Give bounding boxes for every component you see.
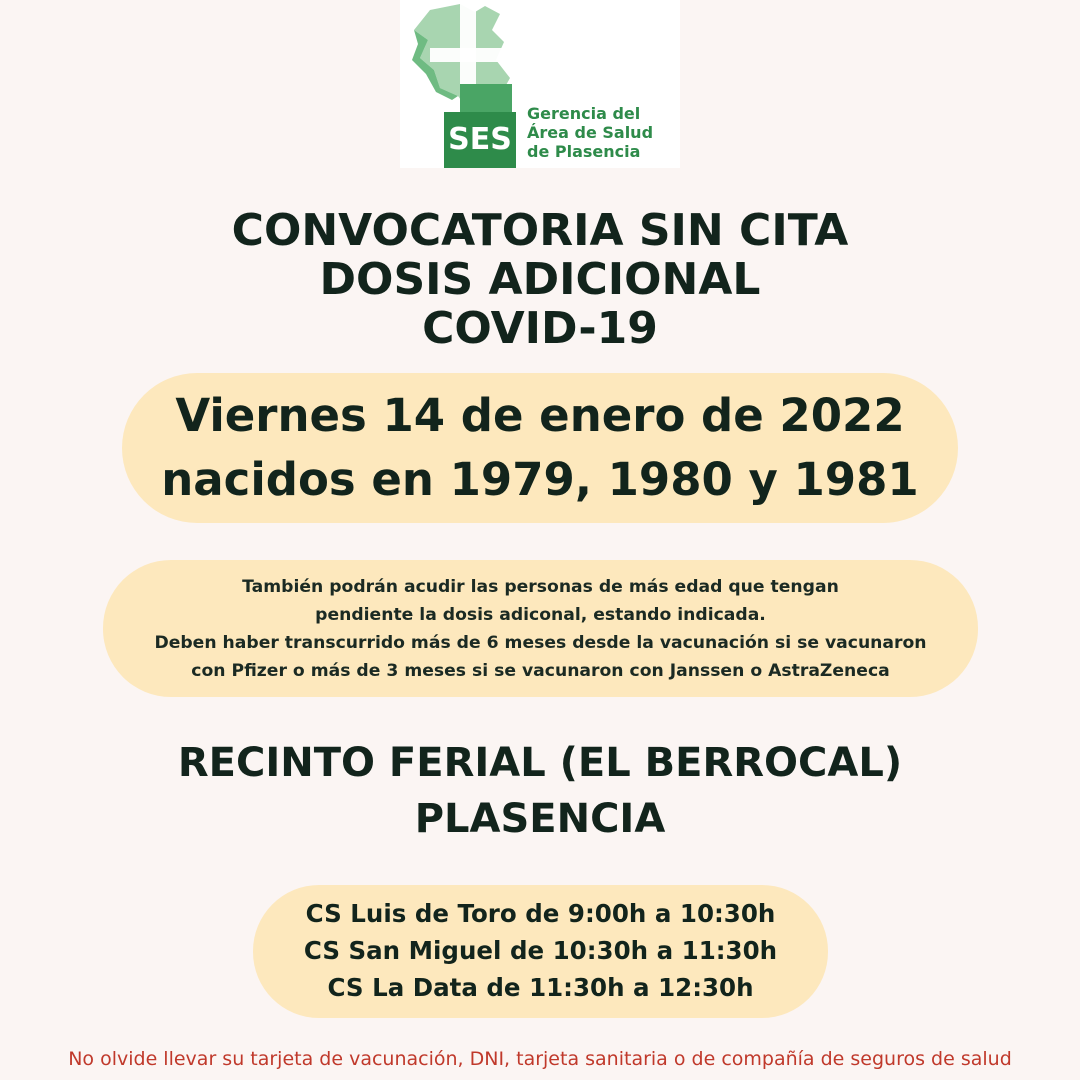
info-line-2: pendiente la dosis adiconal, estando indicada.: [315, 605, 766, 625]
footer-note: No olvide llevar su tarjeta de vacunación, DNI, tarjeta sanitaria o de compañía de seguros de salud: [68, 1048, 1012, 1070]
schedule-item: CS San Miguel de 10:30h a 11:30h: [303, 936, 778, 965]
venue-line-2: PLASENCIA: [414, 796, 666, 842]
schedule-item: CS Luis de Toro de 9:00h a 10:30h: [305, 899, 776, 928]
date-block: [122, 384, 958, 512]
info-block: [103, 573, 978, 685]
date-line: Viernes 14 de enero de 2022: [175, 389, 905, 442]
info-line-1: También podrán acudir las personas de más edad que tengan: [242, 577, 839, 597]
title-line-2: DOSIS ADICIONAL: [319, 254, 761, 305]
venue-line-1: RECINTO FERIAL (EL BERROCAL): [177, 740, 903, 786]
info-line-4: con Pfizer o más de 3 meses si se vacunaron con Janssen o AstraZeneca: [191, 661, 890, 681]
schedule: [253, 895, 828, 1006]
info-line-3: Deben haber transcurrido más de 6 meses desde la vacunación si se vacunaron: [154, 633, 927, 653]
logo-line-2: Área de Salud: [527, 123, 654, 142]
venue: [0, 735, 1080, 847]
schedule-item: CS La Data de 11:30h a 12:30h: [327, 973, 754, 1002]
logo-line-1: Gerencia del: [527, 104, 641, 123]
title-line-1: CONVOCATORIA SIN CITA: [231, 205, 849, 256]
birth-years-line: nacidos en 1979, 1980 y 1981: [161, 453, 919, 506]
logo-subtitle: [527, 104, 653, 161]
title-line-3: COVID-19: [422, 303, 658, 354]
logo-line-3: de Plasencia: [527, 142, 641, 161]
page-title: [0, 206, 1080, 353]
ses-logo: [400, 0, 680, 168]
ses-acronym: SES: [448, 122, 512, 157]
